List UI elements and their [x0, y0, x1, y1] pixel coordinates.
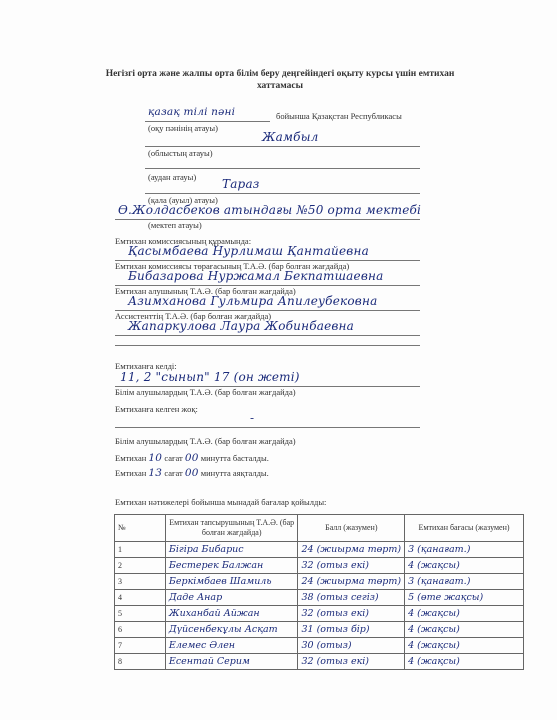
- row-num: 4: [115, 590, 166, 606]
- region-caption: (облыстың атауы): [148, 148, 213, 158]
- end-mid: сағат: [164, 468, 183, 478]
- row-name: Елемес Әлен: [165, 638, 298, 654]
- subject-underline: [145, 121, 270, 122]
- city-value: Тараз: [222, 177, 260, 191]
- table-row: [115, 558, 524, 574]
- absent-value: -: [250, 411, 255, 425]
- chair-value: Қасымбаева Нурлимаш Қантайевна: [128, 244, 369, 258]
- subject-value: қазақ тілі пәні: [148, 106, 236, 118]
- end-time-line: [115, 467, 269, 479]
- end-hour: 13: [148, 467, 163, 479]
- results-intro: Емтихан нәтижелері бойынша мынадай бағалар қойылды:: [115, 497, 327, 507]
- row-grade: 4 (жақсы): [405, 622, 524, 638]
- row-score: 24 (жиырма төрт): [298, 574, 405, 590]
- subject-suffix: бойынша Қазақстан Республикасы: [276, 111, 402, 121]
- header-name: Емтихан тапсырушының Т.А.Ә. (бар болған жағдайда): [165, 515, 298, 542]
- came-label: Емтиханға келді:: [115, 361, 177, 371]
- row-name: Бігіра Бибарис: [165, 542, 298, 558]
- table-row: [115, 590, 524, 606]
- table-row: [115, 542, 524, 558]
- start-hour: 10: [148, 452, 163, 464]
- row-score: 24 (жиырма төрт): [298, 542, 405, 558]
- chair-caption: Емтихан комиссиясы төрағасының Т.А.Ә. (бар болған жағдайда): [115, 261, 350, 271]
- row-score: 32 (отыз екі): [298, 654, 405, 670]
- row-grade: 4 (жақсы): [405, 558, 524, 574]
- row-score: 38 (отыз сегіз): [298, 590, 405, 606]
- row-grade: 3 (қанағат.): [405, 542, 524, 558]
- member2-caption: Ассистенттің Т.А.Ә. (бар болған жағдайда): [115, 311, 272, 321]
- row-num: 3: [115, 574, 166, 590]
- row-grade: 4 (жақсы): [405, 606, 524, 622]
- row-score: 31 (отыз бір): [298, 622, 405, 638]
- member1-value: Бибазарова Нуржамал Бекпатшаевна: [128, 269, 384, 283]
- header-grade: Емтихан бағасы (жазумен): [405, 515, 524, 542]
- absent-underline: [115, 427, 420, 428]
- commission-intro: Емтихан комиссиясының құрамында:: [115, 236, 252, 246]
- row-score: 32 (отыз екі): [298, 606, 405, 622]
- member1-caption: Емтихан алушының Т.А.Ә. (бар болған жағдайда): [115, 286, 296, 296]
- title-line-2: хаттамасы: [256, 81, 304, 91]
- came-caption: Білім алушылардың Т.А.Ә. (бар болған жағдайда): [115, 387, 296, 397]
- row-num: 8: [115, 654, 166, 670]
- row-score: 32 (отыз екі): [298, 558, 405, 574]
- row-num: 2: [115, 558, 166, 574]
- row-grade: 3 (қанағат.): [405, 574, 524, 590]
- row-num: 6: [115, 622, 166, 638]
- school-caption: (мектеп атауы): [148, 220, 202, 230]
- row-name: Беркімбаев Шамиль: [165, 574, 298, 590]
- start-mid: сағат: [164, 453, 183, 463]
- table-row: [115, 638, 524, 654]
- start-min: 00: [184, 452, 199, 464]
- region-underline: [145, 146, 420, 147]
- grades-body: [115, 542, 524, 670]
- header-score: Балл (жазумен): [298, 515, 405, 542]
- subject-caption: (оқу пәнінің атауы): [148, 123, 218, 133]
- grades-header-row: [115, 515, 524, 542]
- member3-value: Жапаркулова Лаура Жобинбаевна: [128, 319, 355, 333]
- row-num: 5: [115, 606, 166, 622]
- came-value: 11, 2 "сынып" 17 (он жеті): [120, 370, 300, 384]
- table-row: [115, 574, 524, 590]
- row-name: Дүйсенбекұлы Асқат: [165, 622, 298, 638]
- absent-label: Емтиханға келген жоқ:: [115, 404, 198, 414]
- member3-extra-line: [115, 345, 420, 346]
- district-caption: (аудан атауы): [148, 172, 197, 182]
- end-min: 00: [184, 467, 199, 479]
- table-row: [115, 654, 524, 670]
- title-line-1: Негізгі орта және жалпы орта білім беру деңгейіндегі оқыту курсы үшін емтихан: [105, 69, 455, 79]
- absent-caption: Білім алушылардың Т.А.Ә. (бар болған жағдайда): [115, 436, 296, 446]
- header-num: №: [115, 515, 166, 542]
- start-time-line: [115, 452, 269, 464]
- member2-value: Азимханова Гульмира Апилеубековна: [128, 294, 378, 308]
- row-num: 1: [115, 542, 166, 558]
- row-name: Есентай Серим: [165, 654, 298, 670]
- member3-underline: [115, 335, 420, 336]
- start-suffix: минутта басталды.: [200, 453, 269, 463]
- document-title: [80, 68, 480, 92]
- city-caption: (қала (ауыл) атауы): [148, 195, 218, 205]
- row-grade: 5 (өте жақсы): [405, 590, 524, 606]
- table-row: [115, 622, 524, 638]
- table-row: [115, 606, 524, 622]
- end-suffix: минутта аяқталды.: [200, 468, 269, 478]
- grades-table: [114, 514, 524, 670]
- start-prefix: Емтихан: [115, 453, 147, 463]
- city-underline: [145, 193, 420, 194]
- row-num: 7: [115, 638, 166, 654]
- row-name: Даде Анар: [165, 590, 298, 606]
- row-name: Бестерек Балжан: [165, 558, 298, 574]
- row-grade: 4 (жақсы): [405, 638, 524, 654]
- row-score: 30 (отыз): [298, 638, 405, 654]
- school-value: Ө.Жолдасбеков атындағы №50 орта мектебі: [118, 203, 422, 217]
- row-grade: 4 (жақсы): [405, 654, 524, 670]
- district-underline: [145, 168, 420, 169]
- region-value: Жамбыл: [262, 130, 319, 144]
- row-name: Жиханбай Айжан: [165, 606, 298, 622]
- end-prefix: Емтихан: [115, 468, 147, 478]
